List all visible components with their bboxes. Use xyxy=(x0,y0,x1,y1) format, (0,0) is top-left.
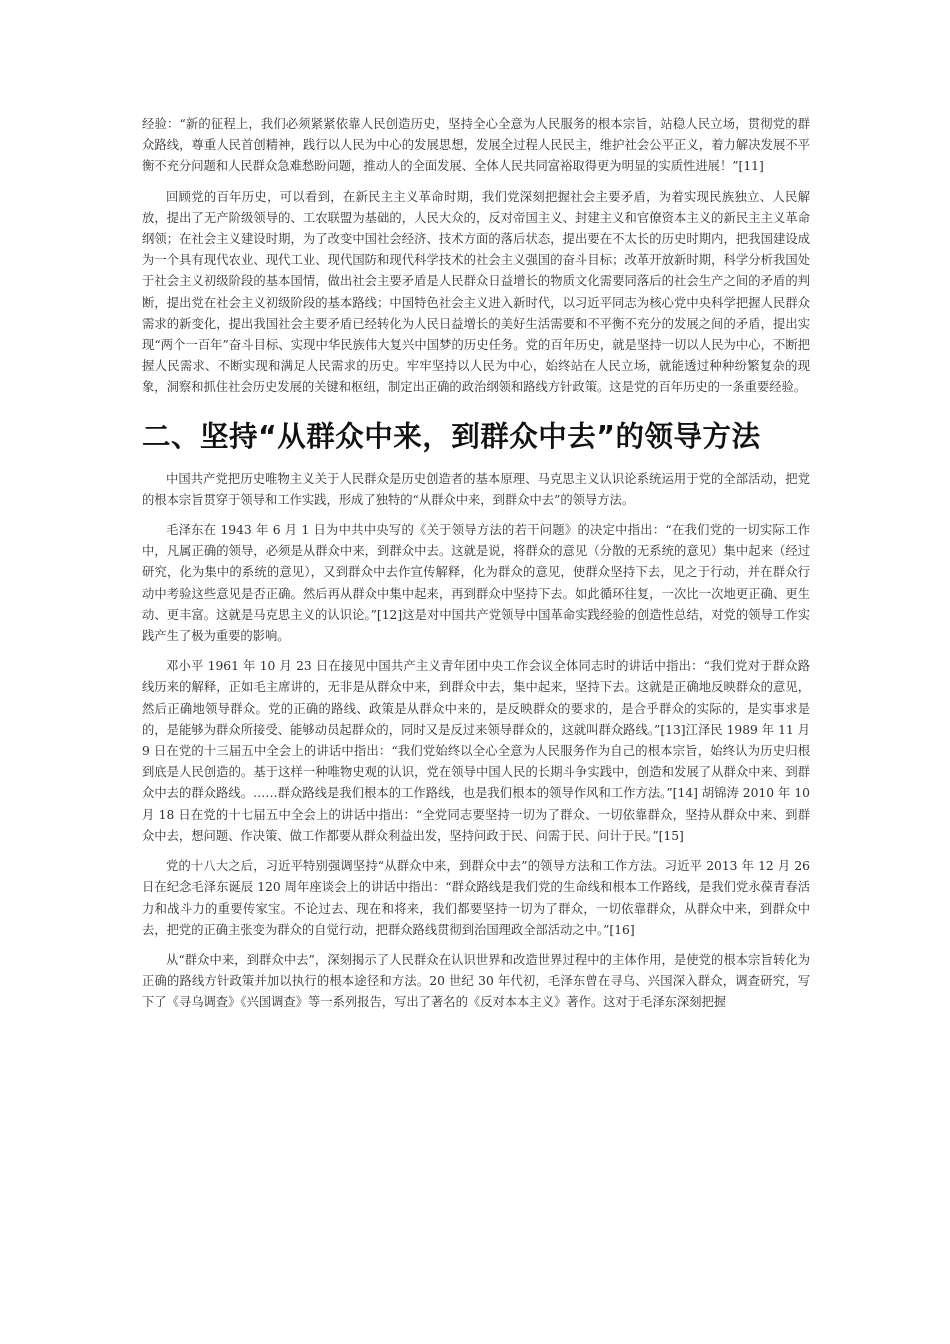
paragraph-xi-quote: 党的十八大之后，习近平特别强调坚持“从群众中来，到群众中去”的领导方法和工作方法。习近平 2013 年 12 月 26 日在纪念毛泽东诞辰 120 周年座谈会上的讲话中指出：“群众路线是我们党的生命线和根本工作路线，是我们党永葆青春活力和战斗力的重要传家宝。不论过去、现在和将来，我们都要坚持一切为了群众，一切依靠群众，从群众中来，到群众中去，把党的正确主张变为群众的自觉行动，把群众路线贯彻到治国理政全部活动之中。”[16] xyxy=(142,859,810,937)
paragraph-deng-jiang-hu-quotes: 邓小平 1961 年 10 月 23 日在接见中国共产主义青年团中央工作会议全体同志时的讲话中指出：“我们党对于群众路线历来的解释，正如毛主席讲的，无非是从群众中来，到群众中去，集中起来，坚持下去。这就是正确地反映群众的意见，然后正确地领导群众。党的正确的路线、政策是从群众中来的，是反映群众的要求的，是合乎群众的实际的，是实事求是的，是能够为群众所接受、能够动员起群众的，同时又是反过来领导群众的，这就叫群众路线。”[13]江泽民 1989 年 11 月 9 日在党的十三届五中全会上的讲话中指出：“我们党始终以全心全意为人民服务作为自己的根本宗旨，始终认为历史归根到底是人民创造的。基于这样一种唯物史观的认识，党在领导中国人民的长期斗争实践中，创造和发展了从群众中来、到群众中去的群众路线。……群众路线是我们根本的工作路线，也是我们根本的领导作风和工作方法。”[14] 胡锦涛 2010 年 10 月 18 日在党的十七届五中全会上的讲话中指出：“全党同志要坚持一切为了群众、一切依靠群众，坚持从群众中来、到群众中去，想问题、作决策、做工作都要从群众利益出发，坚持问政于民、问需于民、问计于民。”[15] xyxy=(142,659,810,843)
paragraph-mao-quote: 毛泽东在 1943 年 6 月 1 日为中共中央写的《关于领导方法的若干问题》的决定中指出：“在我们党的一切实际工作中，凡属正确的领导，必须是从群众中来，到群众中去。这就是说，将群众的意见（分散的无系统的意见）集中起来（经过研究，化为集中的系统的意见），又到群众中去作宣传解释，化为群众的意见，使群众坚持下去，见之于行动，并在群众行动中考验这些意见是否正确。然后再从群众中集中起来，再到群众中坚持下去。如此循环往复，一次比一次地更正确、更生动、更丰富。这就是马克思主义的认识论。”[12]这是对中国共产党领导中国革命实践经验的创造性总结，对党的领导工作实践产生了极为重要的影响。 xyxy=(142,523,810,644)
paragraph-leadership-method: 中国共产党把历史唯物主义关于人民群众是历史创造者的基本原理、马克思主义认识论系统运用于党的全部活动，把党的根本宗旨贯穿于领导和工作实践，形成了独特的“从群众中来，到群众中去”的领导方法。 xyxy=(142,471,810,507)
paragraph-mass-line-analysis: 从“群众中来，到群众中去”，深刻揭示了人民群众在认识世界和改造世界过程中的主体作用，是使党的根本宗旨转化为正确的路线方针政策并加以执行的根本途径和方法。20 世纪 30 年代初，毛泽东曾在寻乌、兴国深入群众，调查研究，写下了《寻乌调查》《兴国调查》等一系列报告，写出了著名的《反对本本主义》著作。这对于毛泽东深刻把握 xyxy=(142,952,810,1010)
paragraph-history-review: 回顾党的百年历史，可以看到，在新民主主义革命时期，我们党深刻把握社会主要矛盾，为着实现民族独立、人民解放，提出了无产阶级领导的、工农联盟为基础的，人民大众的，反对帝国主义、封建主义和官僚资本主义的新民主主义革命纲领；在社会主义建设时期，为了改变中国社会经济、技术方面的落后状态，提出要在不太长的历史时期内，把我国建设成为一个具有现代农业、现代工业、现代国防和现代科学技术的社会主义强国的奋斗目标；改革开放新时期，科学分析我国处于社会主义初级阶段的基本国情，做出社会主要矛盾是人民群众日益增长的物质文化需要同落后的社会生产之间的矛盾的判断，提出党在社会主义初级阶段的基本路线；中国特色社会主义进入新时代，以习近平同志为核心党中央科学把握人民群众需求的新变化，提出我国社会主要矛盾已经转化为人民日益增长的美好生活需要和不平衡不充分的发展之间的矛盾，提出实现“两个一百年”奋斗目标、实现中华民族伟大复兴中国梦的历史任务。党的百年历史，就是坚持一切以人民为中心，不断把握人民需求、不断实现和满足人民需求的历史。牢牢坚持以人民为中心，始终站在人民立场，就能透过种种纷繁复杂的现象，洞察和抓住社会历史发展的关键和枢纽，制定出正确的政治纲领和路线方针政策。这是党的百年历史的一条重要经验。 xyxy=(142,189,810,395)
paragraph-quote-conclusion: 经验：“新的征程上，我们必须紧紧依靠人民创造历史，坚持全心全意为人民服务的根本宗旨，站稳人民立场，贯彻党的群众路线，尊重人民首创精神，践行以人民为中心的发展思想，发展全过程人民民主，维护社会公平正义，着力解决发展不平衡不充分问题和人民群众急难愁盼问题，推动人的全面发展、全体人民共同富裕取得更为明显的实质性进展！”[11] xyxy=(142,117,810,174)
document-page xyxy=(142,114,810,1023)
section-heading: 二、坚持“从群众中来，到群众中去”的领导方法 xyxy=(142,419,761,453)
